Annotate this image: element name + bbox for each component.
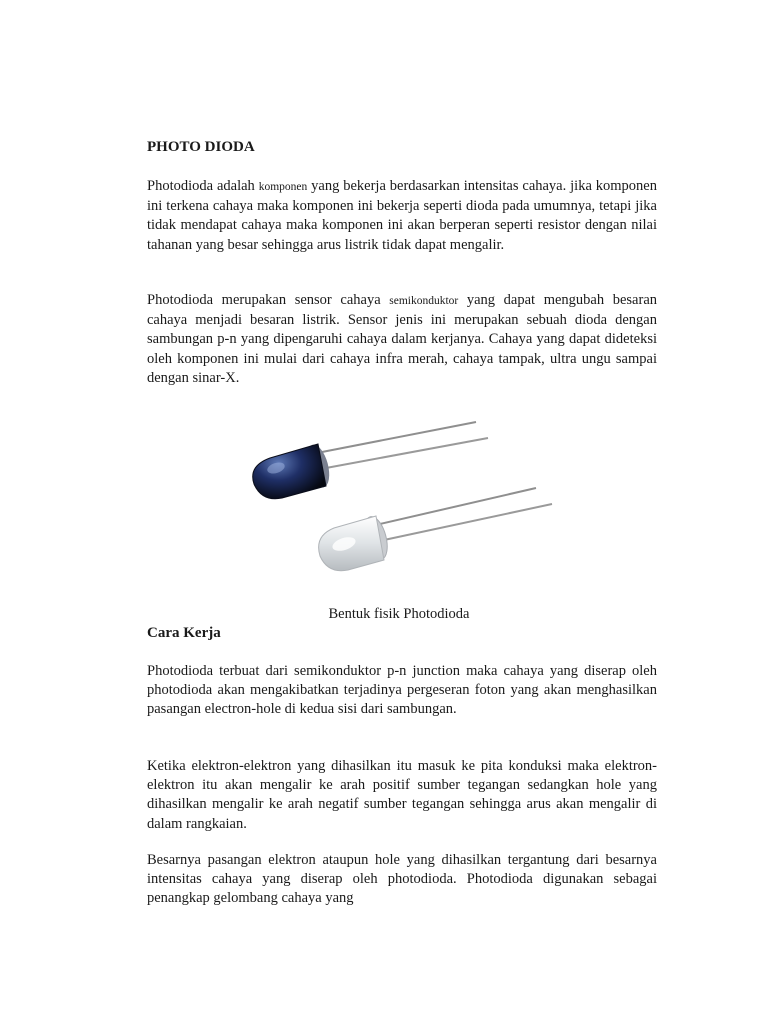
paragraph-working-principle: Photodioda terbuat dari semikonduktor p-n junction maka cahaya yang diserap oleh photodioda akan mengakibatkan terjadinya pergeseran foton yang akan menghasilkan pasangan electron-hole di kedua sisi dari sambungan. [147,663,657,718]
paragraph-text: Photodioda adalah [147,178,259,194]
section-title-photo-dioda: PHOTO DIODA [147,139,255,155]
paragraph-text-small: komponen [258,181,308,193]
paragraph-intensity: Besarnya pasangan elektron ataupun hole yang dihasilkan tergantung dari besarnya intensitas cahaya yang diserap oleh photodioda. Photodioda digunakan sebagai penangkap gelombang cahaya yang [147,852,657,907]
paragraph-definition [147,177,657,255]
paragraph-text: yang bekerja berdasarkan intensitas cahaya. jika komponen ini terkena cahaya maka komponen ini bekerja seperti dioda pada umumnya, tetapi jika tidak mendapat cahaya maka komponen ini akan berperan seperti resistor dengan nilai tahanan yang besar sehingga arus listrik tidak dapat mengalir. [147,178,657,253]
photodiode-image [240,410,570,590]
paragraph-text: Photodioda merupakan sensor cahaya [147,292,390,308]
paragraph-text-small: semikonduktor [389,295,459,307]
figure-caption: Bentuk fisik Photodioda [328,606,470,622]
paragraph-sensor [147,291,657,388]
section-title-cara-kerja: Cara Kerja [147,625,221,641]
paragraph-text: yang dapat mengubah besaran cahaya menjadi besaran listrik. Sensor jenis ini merupakan sebuah dioda dengan sambungan p-n yang dipengaruhi cahaya dalam kerjanya. Cahaya yang dapat dideteksi oleh komponen ini mulai dari cahaya infra merah, cahaya tampak, ultra ungu sampai dengan sinar-X. [147,292,657,386]
paragraph-electron-flow: Ketika elektron-elektron yang dihasilkan itu masuk ke pita konduksi maka elektron-elektron itu akan mengalir ke arah positif sumber tegangan sedangkan hole yang dihasilkan mengalir ke arah negatif sumber tegangan sehingga arus akan mengalir di dalam rangkaian. [147,758,657,832]
photodiode-illustration [240,410,570,590]
